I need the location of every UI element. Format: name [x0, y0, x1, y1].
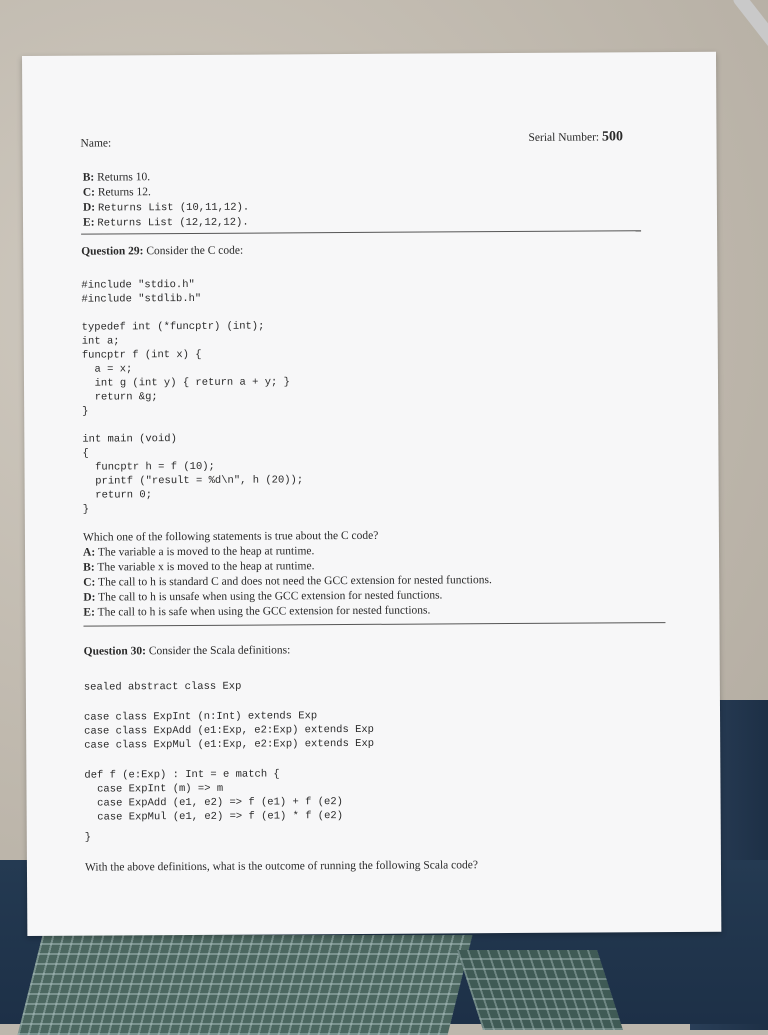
code-line: return 0;: [82, 489, 153, 502]
code-line: int g (int y) { return a + y; }: [81, 376, 290, 390]
code-line: funcptr h = f (10);: [82, 460, 215, 474]
code-line: case class ExpInt (n:Int) extends Exp: [84, 710, 318, 724]
question-30-heading: Question 30: Consider the Scala definitions:: [83, 644, 291, 658]
plaid-shirt: [18, 935, 473, 1035]
divider-2: [83, 622, 665, 627]
code-line: case class ExpAdd (e1:Exp, e2:Exp) extends Exp: [84, 723, 375, 738]
code-line: }: [84, 831, 92, 844]
code-line: int a;: [81, 335, 120, 348]
code-line: #include "stdlib.h": [81, 292, 202, 306]
name-label: Name:: [80, 137, 112, 150]
option-b: B: The variable x is moved to the heap at runtime.: [83, 560, 315, 574]
code-line: case ExpAdd (e1, e2) => f (e1) + f (e2): [84, 796, 343, 810]
option-c: C: The call to h is standard C and does not need the GCC extension for nested functions.: [83, 574, 492, 589]
exam-paper: [22, 52, 721, 936]
code-line: case class ExpMul (e1:Exp, e2:Exp) extends Exp: [84, 737, 375, 752]
option-a: A: The variable a is moved to the heap at runtime.: [82, 545, 315, 559]
code-line: case ExpInt (m) => m: [84, 782, 224, 796]
code-line: printf ("result = %d\n", h (20));: [82, 474, 304, 488]
code-line: funcptr f (int x) {: [81, 348, 202, 362]
answer-b: B: Returns 10.: [82, 171, 151, 184]
plaid-shirt-right: [457, 950, 623, 1030]
code-line: }: [82, 405, 89, 418]
question-29-text: Which one of the following statements is true about the C code?: [82, 529, 379, 544]
question-29-heading: Question 29: Consider the C code:: [81, 244, 244, 258]
serial-number: [528, 129, 623, 146]
question-30-text: With the above definitions, what is the outcome of running the following Scala code?: [84, 859, 478, 874]
code-line: int main (void): [82, 433, 177, 446]
option-e: E: The call to h is safe when using the GCC extension for nested functions.: [83, 604, 431, 619]
answer-c: C: Returns 12.: [82, 186, 151, 199]
answer-d: D: Returns List (10,11,12).: [82, 201, 250, 215]
code-line: a = x;: [81, 363, 133, 376]
code-line: {: [82, 447, 89, 460]
divider-1: [81, 230, 641, 234]
code-line: typedef int (*funcptr) (int);: [81, 320, 265, 334]
code-line: def f (e:Exp) : Int = e match {: [84, 768, 280, 782]
answer-e: E: Returns List (12,12,12).: [82, 216, 249, 230]
option-d: D: The call to h is unsafe when using the GCC extension for nested functions.: [83, 589, 443, 604]
code-line: return &g;: [82, 391, 158, 404]
code-line: }: [82, 503, 90, 516]
serial-value: 500: [601, 129, 624, 145]
code-line: #include "stdio.h": [81, 278, 195, 292]
code-line: sealed abstract class Exp: [83, 680, 242, 694]
code-line: case ExpMul (e1, e2) => f (e1) * f (e2): [84, 810, 344, 824]
serial-label: Serial Number:: [528, 131, 600, 144]
